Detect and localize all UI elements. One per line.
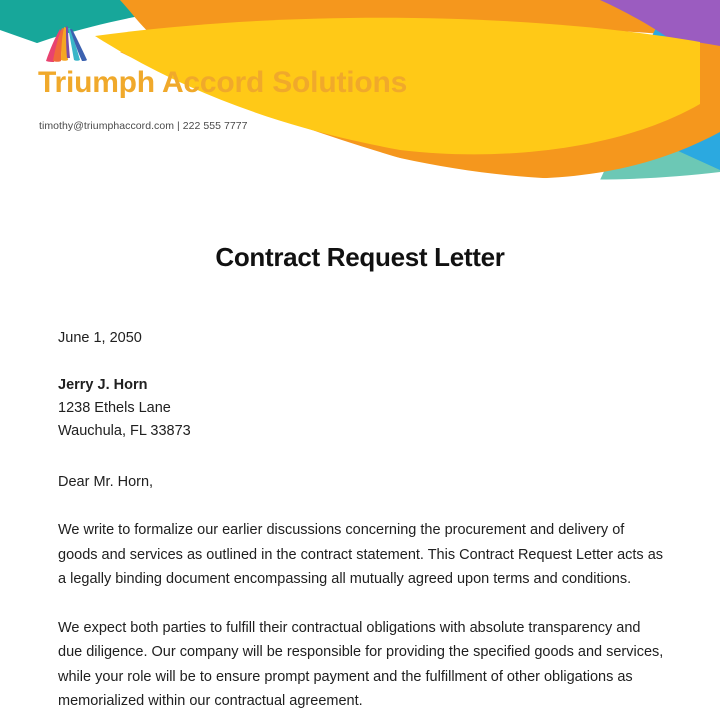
header-decorative-banner [0, 0, 720, 200]
recipient-address-block [58, 374, 665, 443]
recipient-name: Jerry J. Horn [58, 377, 148, 393]
letter-content-block [0, 326, 720, 714]
ribbon-fan-logo-icon [42, 25, 88, 65]
recipient-city-state-zip: Wauchula, FL 33873 [58, 423, 191, 439]
contact-info-line: timothy@triumphaccord.com | 222 555 7777 [39, 120, 248, 132]
letter-body [0, 200, 720, 720]
body-paragraph-2: We expect both parties to fulfill their contractual obligations with absolute transparency and due diligence. Our company will be responsible for providing the specified goods and services, while your role will be to ensure prompt payment and the fulfillment of other obligations as memorialized within our contractual agreement. [58, 619, 664, 709]
letter-date: June 1, 2050 [58, 330, 142, 346]
document-title: Contract Request Letter [215, 242, 505, 272]
recipient-street: 1238 Ethels Lane [58, 400, 171, 416]
company-name: Triumph Accord Solutions [38, 66, 408, 99]
body-paragraph-1: We write to formalize our earlier discussions concerning the procurement and delivery of goods and services as outlined in the contract statement. This Contract Request Letter acts as a legally binding document encompassing all mutually agreed upon terms and conditions. [58, 522, 664, 587]
salutation: Dear Mr. Horn, [58, 474, 154, 490]
